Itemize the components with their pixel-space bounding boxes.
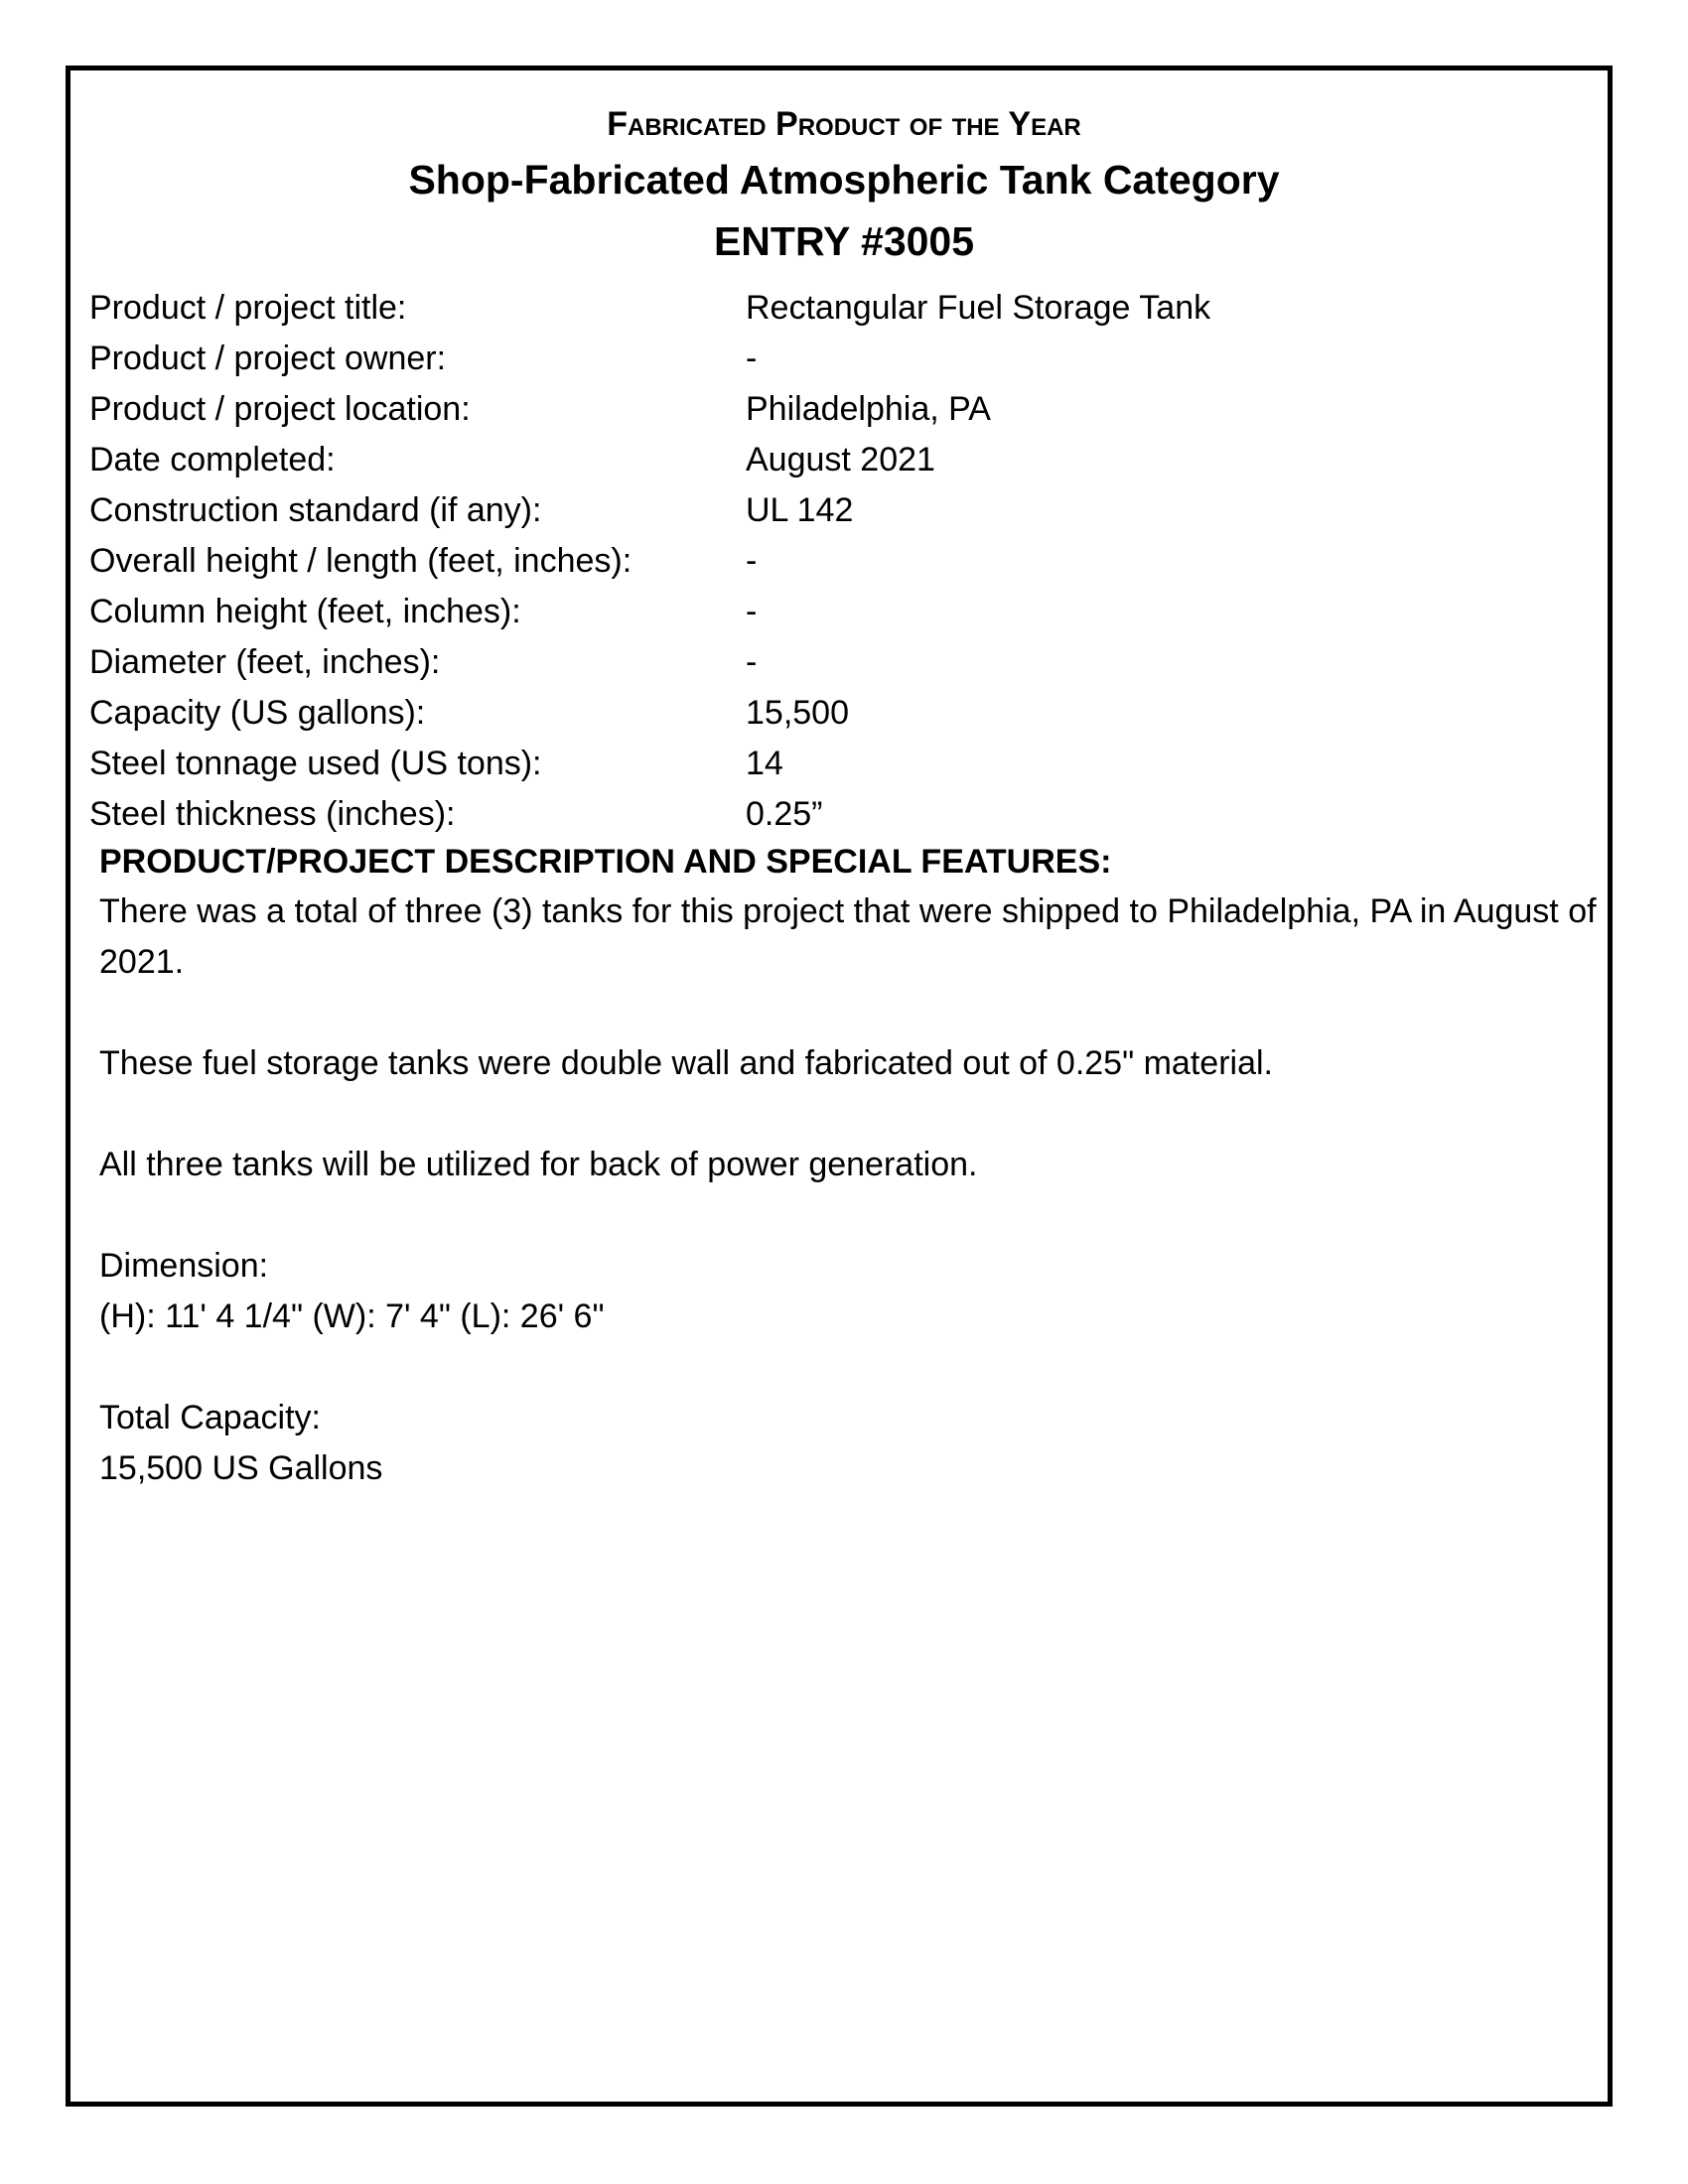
field-label: Column height (feet, inches):: [89, 593, 521, 630]
field-row-diameter: [89, 637, 1579, 688]
field-label: Capacity (US gallons):: [89, 694, 426, 732]
field-label: Steel tonnage used (US tons):: [89, 745, 542, 782]
field-row-construction-standard: [89, 485, 1579, 536]
field-row-location: [89, 384, 1579, 435]
field-row-capacity: [89, 688, 1579, 739]
description-paragraph: There was a total of three (3) tanks for this project that were shipped to Philadelphia, PA in August of 2021.: [99, 892, 1597, 981]
field-row-overall-height: [89, 536, 1579, 587]
field-label: Product / project title:: [89, 289, 407, 327]
field-value: August 2021: [746, 441, 935, 478]
field-value: 15,500: [746, 694, 849, 732]
description-body: [99, 887, 1599, 1545]
field-row-owner: [89, 334, 1579, 384]
field-label: Product / project location:: [89, 390, 471, 428]
field-row-title: [89, 283, 1579, 334]
field-label: Date completed:: [89, 441, 336, 478]
field-label: Overall height / length (feet, inches):: [89, 542, 633, 580]
description-paragraph: All three tanks will be utilized for back of power generation.: [99, 1146, 978, 1183]
field-value: Rectangular Fuel Storage Tank: [746, 289, 1211, 327]
field-label: Steel thickness (inches):: [89, 795, 456, 833]
field-label: Construction standard (if any):: [89, 491, 542, 529]
field-value: -: [746, 593, 758, 630]
field-value: 14: [746, 745, 783, 782]
field-value: -: [746, 542, 758, 580]
field-label: Product / project owner:: [89, 340, 447, 377]
description-paragraph: These fuel storage tanks were double wall and fabricated out of 0.25" material.: [99, 1044, 1273, 1082]
field-value: UL 142: [746, 491, 854, 529]
field-row-steel-thickness: [89, 789, 1579, 840]
description-heading: PRODUCT/PROJECT DESCRIPTION AND SPECIAL FEATURES:: [99, 843, 1112, 881]
total-capacity-paragraph: Total Capacity: 15,500 US Gallons: [99, 1399, 383, 1487]
award-kicker: Fabricated Product of the Year: [607, 105, 1081, 143]
entry-number: ENTRY #3005: [713, 218, 975, 264]
field-value: Philadelphia, PA: [746, 390, 991, 428]
field-label: Diameter (feet, inches):: [89, 643, 441, 681]
field-row-date-completed: [89, 435, 1579, 485]
field-value: -: [746, 340, 758, 377]
entry-header: [0, 99, 1688, 272]
field-row-column-height: [89, 587, 1579, 637]
field-value: 0.25”: [746, 795, 823, 833]
dimension-paragraph: Dimension: (H): 11' 4 1/4" (W): 7' 4" (L): 26' 6": [99, 1247, 605, 1335]
field-value: -: [746, 643, 758, 681]
project-fields: [89, 283, 1579, 840]
field-row-steel-tonnage: [89, 739, 1579, 789]
category-title: Shop-Fabricated Atmospheric Tank Category: [408, 157, 1280, 203]
